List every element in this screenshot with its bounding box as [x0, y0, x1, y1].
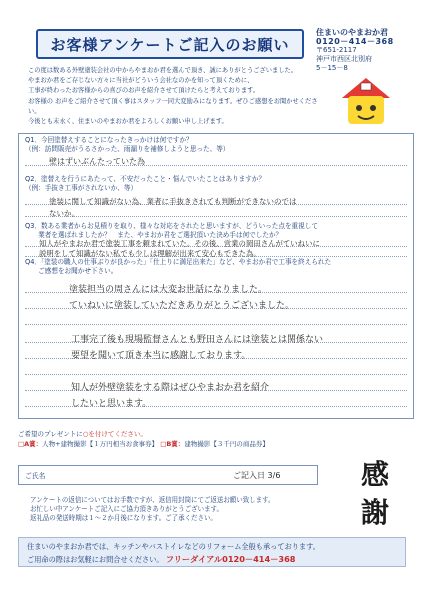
question-2 — [25, 175, 265, 193]
answer-rule — [25, 216, 407, 217]
question-3-line-1: Q3．数ある業者からお見積りを取り、様々な対応をされたと思いますが、どういった点を重視して — [25, 222, 318, 230]
question-4-line-1: Q4．「塗装の職人の仕事ぶりが良かった」「仕上りに満足出来た」など、やまおか君で工事を終えられた — [25, 258, 332, 266]
answer-2-line-1: 塗装に関して知識がない為、業者に手抜きされても判断ができないのでは — [49, 197, 297, 206]
answer-3-line-2: 説明をして知識がない私でも少しは理解が出来て安心もできた為。 — [39, 249, 261, 258]
intro-line: 工事が終わったお客様からの喜びのお声を紹介させて頂けたらと考えております。 — [28, 86, 260, 95]
shop-tel: 0120－414－368 — [316, 37, 394, 46]
footer-line-2: ご用命の際はお気軽にお問合せください。 — [27, 555, 164, 564]
shop-address-2: 5－15－8 — [316, 64, 348, 72]
free-dial-number[interactable]: フリーダイアル0120－414－368 — [165, 554, 296, 564]
question-3-line-2: 業者を選ばれましたか？ また、やまおか君をご選択頂いた決め手は何でしたか？ — [25, 231, 283, 239]
footer-banner — [18, 537, 406, 567]
name-field-label: ご氏名 — [25, 472, 46, 480]
name-field[interactable] — [18, 465, 318, 485]
answer-rule — [25, 324, 407, 325]
answer-4-line-1: 塗装担当の周さんには大変お世話になりました。 — [69, 285, 268, 295]
present-hint: ○を付けてください。 — [82, 430, 147, 438]
shop-address-1: 神戸市西区北別府 — [316, 55, 372, 63]
page-title: お客様アンケートご記入のお願い — [50, 35, 290, 54]
kansha-char: 感 — [360, 458, 389, 491]
mascot-house-icon — [340, 76, 392, 130]
question-2-example: （例：手抜き工事がされないか、等） — [25, 184, 138, 192]
shop-name: 住まいのやまおか君 — [316, 28, 388, 37]
kansha-char: 謝 — [360, 496, 389, 529]
intro-paragraph — [28, 65, 334, 126]
kansha-calligraphy — [346, 456, 404, 532]
name-field-value: ご記入日 3/6 — [233, 470, 281, 480]
question-1-text: Q1．今回塗替えすることになったきっかけは何ですか？ — [25, 136, 193, 144]
return-notes — [30, 496, 330, 523]
answer-4-line-6: したいと思います。 — [71, 399, 152, 409]
question-4-line-2: ご感想をお聞かせ下さい。 — [25, 267, 118, 275]
answer-2-line-2: ないか。 — [49, 209, 79, 218]
question-4 — [25, 258, 405, 276]
present-section — [18, 429, 318, 449]
present-prompt: ご希望のプレゼントに — [18, 430, 83, 438]
question-1 — [25, 136, 229, 154]
prize-b-checkbox[interactable]: □B賞： — [160, 440, 185, 448]
footer-line-1: 住まいのやまおか君では、キッチンやバストイレなどのリフォーム全般も承っております。 — [27, 542, 320, 551]
answer-4-line-3: 工事完了後も現場監督さんとも野田さんには塗装とは関係ない — [71, 335, 324, 345]
intro-line: 今後とも末永く、住まいのやまおか君をよろしくお願い申し上げます。 — [28, 117, 228, 126]
answer-3-line-1: 知人がやまおか君で塗装工事を頼まれていた。その後、営業の岡田さんがていねいに — [39, 239, 320, 248]
answer-4-line-2: ていねいに塗装していただきありがとうございました。 — [69, 301, 295, 311]
prize-a-checkbox[interactable]: □A賞： — [18, 440, 43, 448]
question-1-example: （例：訪問販売がうるさかった、雨漏りを補修しようと思った、等） — [25, 145, 230, 153]
answer-1: 壁はずいぶんたっていた為 — [49, 157, 145, 166]
answer-4-line-5: 知人が外壁塗装をする際はぜひやまおか君を紹介 — [71, 383, 270, 393]
prize-b-label: 建物撮影【３千円の商品券】 — [184, 440, 269, 448]
shop-postal: 〒651-2117 — [316, 46, 357, 54]
answer-rule — [25, 374, 407, 375]
questions-box — [18, 133, 414, 419]
intro-line: この度は数ある外壁塗装会社の中からやまおか君を選んで頂き、誠にありがとうございました。 — [28, 66, 298, 74]
intro-line: お客様の お声をご紹介させて頂く事はスタッフ一同大変励みになります。ぜひご感想をお聞かせください。 — [28, 96, 318, 115]
answer-4-line-4: 要望を聞いて頂き本当に感謝しております。 — [71, 351, 251, 361]
question-2-text: Q2．塗替えを行うにあたって、不安だったこと・悩んでいたことはありますか？ — [25, 175, 266, 183]
note-line: お忙しい中アンケートご記入にご協力頂きありがとうございます。 — [30, 505, 223, 513]
prize-a-label: 人物+建物撮影【１万円相当お食事券】 — [42, 440, 159, 448]
survey-sheet — [8, 8, 416, 592]
note-line: 返礼品の発送時期は１～２か月後になります。ご了承ください。 — [30, 514, 217, 522]
note-line: アンケートの返信についてはお手数ですが、返信用封筒にてご返送お願い致します。 — [30, 496, 275, 504]
title-banner — [36, 29, 304, 59]
intro-line: やまおか君をご存じない方々に当社がどういう会社なのかを知って頂くために、 — [28, 76, 254, 85]
